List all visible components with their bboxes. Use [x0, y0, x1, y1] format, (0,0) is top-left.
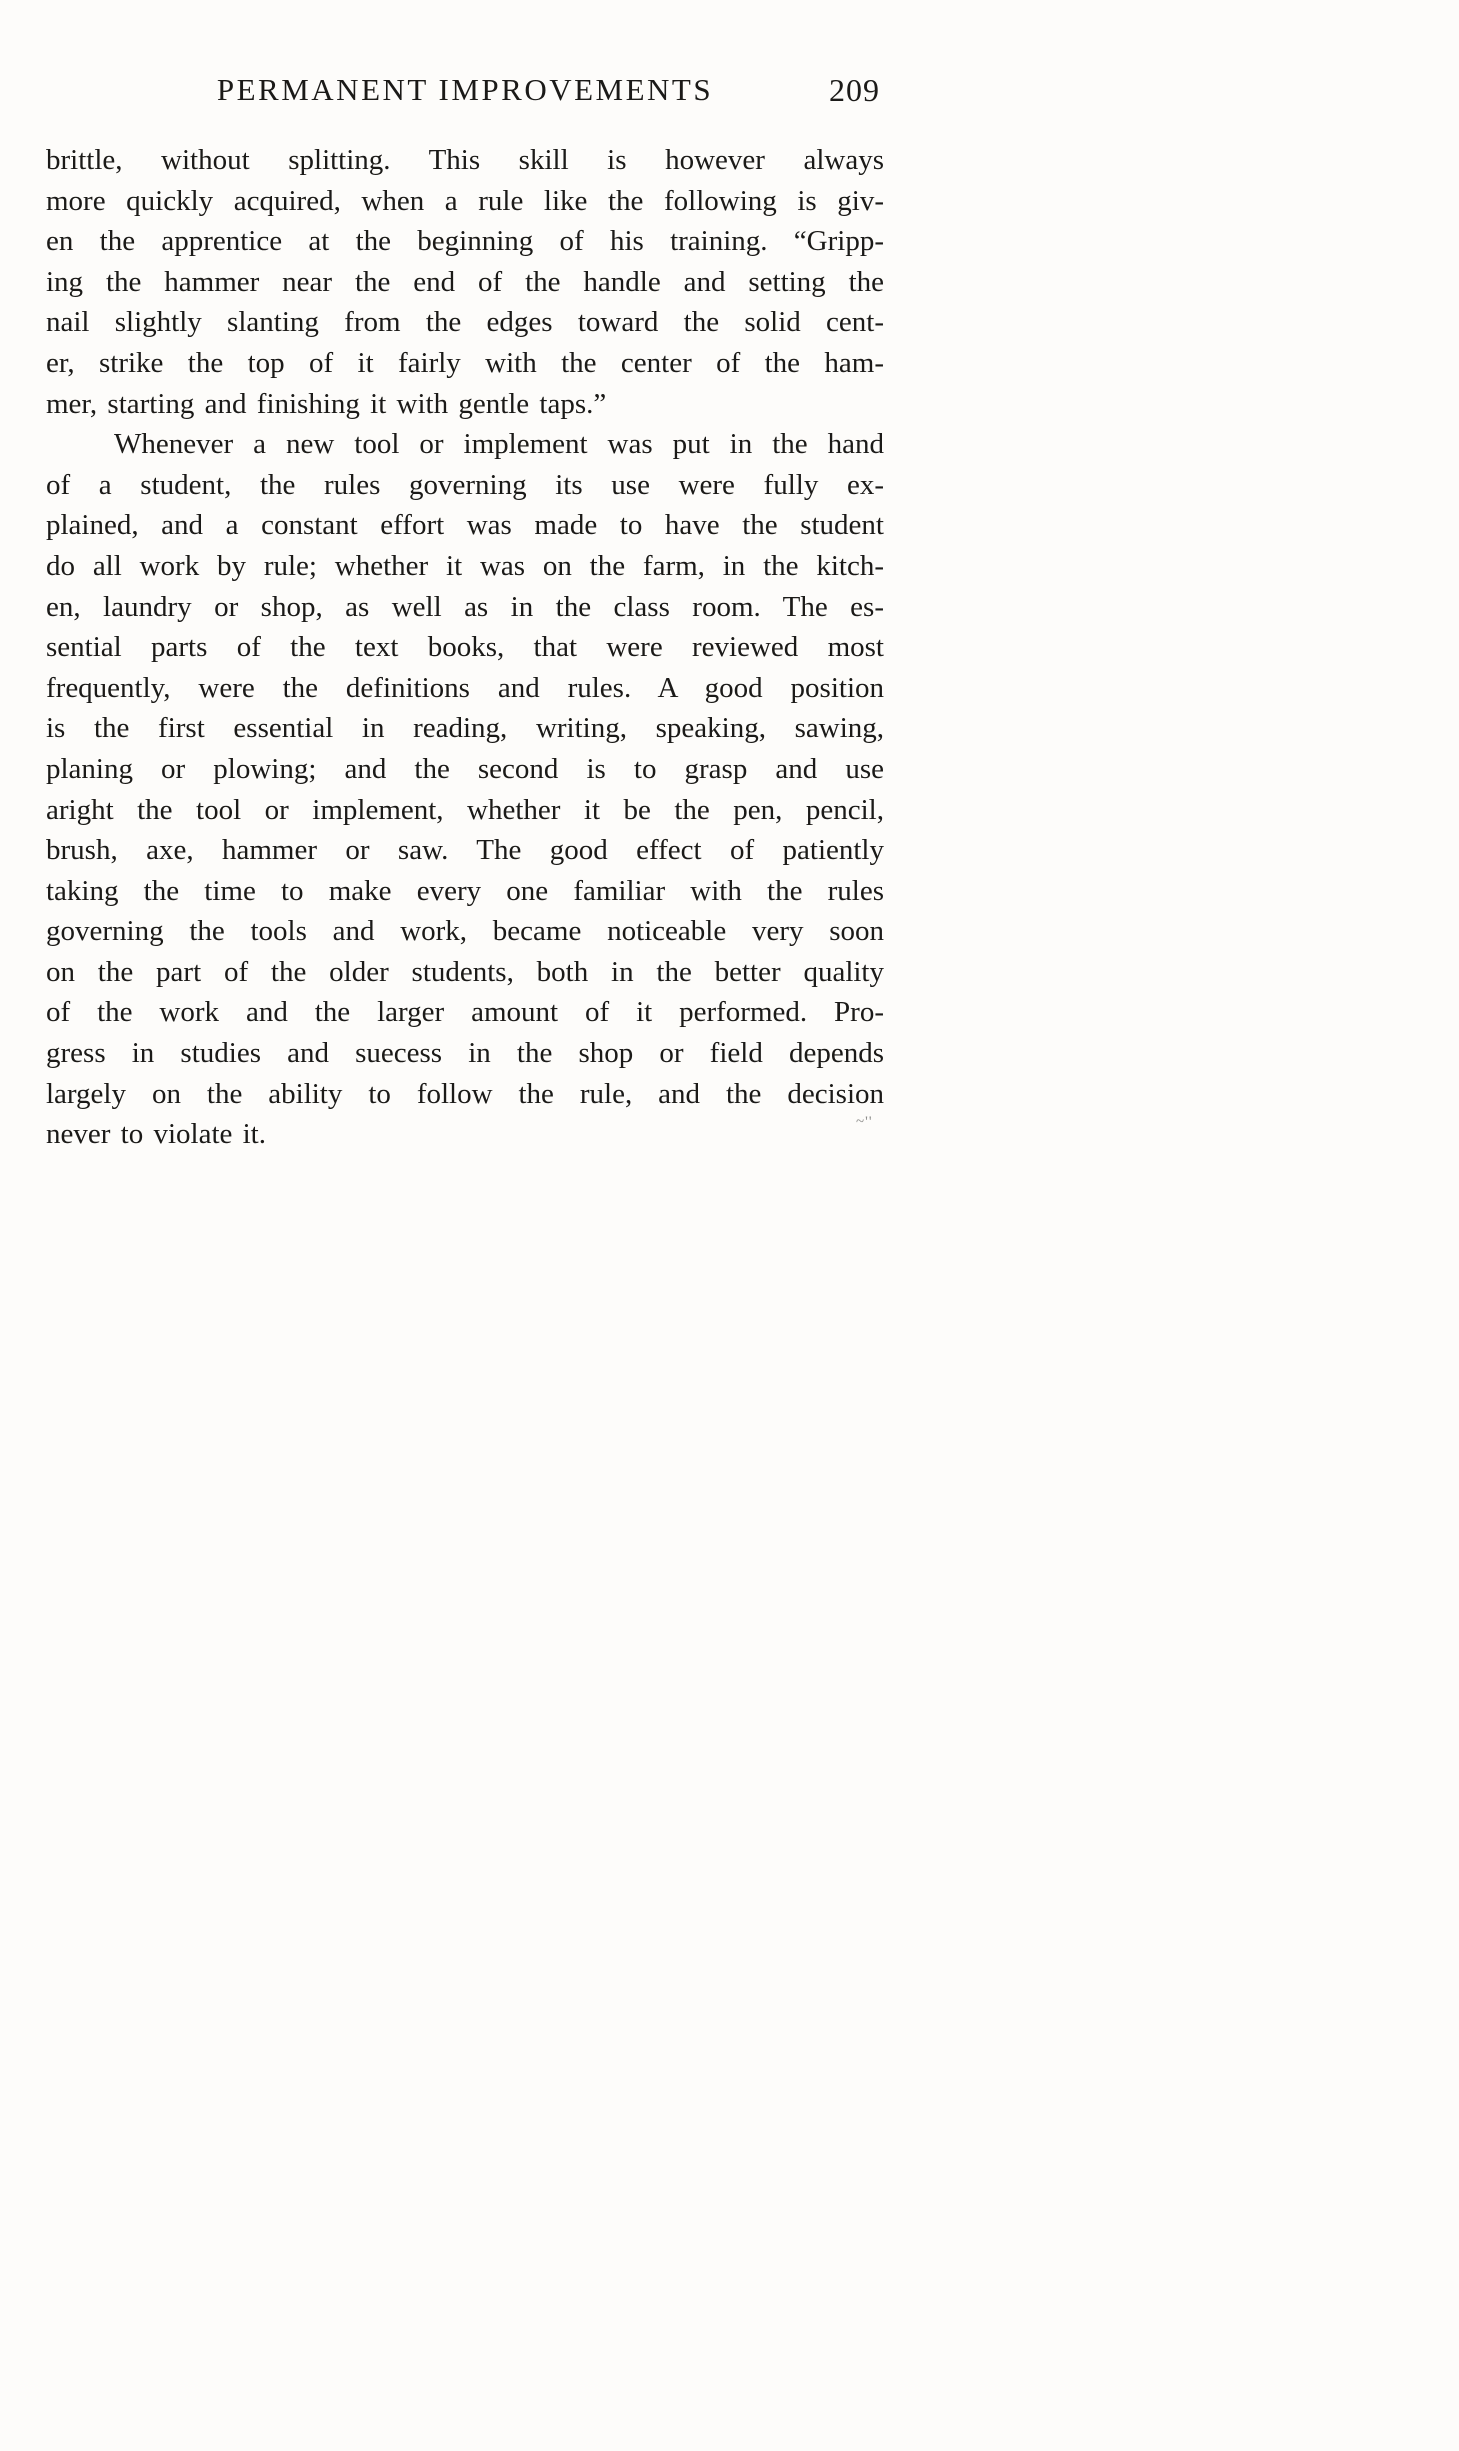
page-header [46, 72, 884, 116]
text-line: never to violate it. [46, 1118, 266, 1151]
running-head-title: PERMANENT IMPROVEMENTS [216, 72, 714, 107]
text-line: on the part of the older students, both in the better quality [46, 955, 884, 988]
text-line: en the apprentice at the beginning of his training. “Gripp- [46, 225, 884, 258]
text-line: frequently, were the definitions and rules. A good position [46, 671, 884, 704]
text-line: gress in studies and suecess in the shop or field depends [46, 1037, 884, 1070]
text-line: taking the time to make every one familiar with the rules [46, 874, 884, 907]
text-line: of the work and the larger amount of it performed. Pro- [46, 996, 884, 1029]
text-line: governing the tools and work, became noticeable very soon [46, 915, 884, 948]
text-line: planing or plowing; and the second is to grasp and use [46, 752, 884, 785]
text-line: en, laundry or shop, as well as in the class room. The es- [46, 590, 884, 623]
paragraph [46, 140, 884, 424]
page-number: 209 [829, 72, 880, 108]
text-line: nail slightly slanting from the edges toward the solid cent- [46, 306, 884, 339]
page-body [46, 140, 884, 1155]
text-line: ing the hammer near the end of the handle and setting the [46, 265, 884, 298]
text-line: sential parts of the text books, that were reviewed most [46, 631, 884, 664]
text-line: aright the tool or implement, whether it be the pen, pencil, [46, 793, 884, 826]
text-line: do all work by rule; whether it was on the farm, in the kitch- [46, 549, 884, 582]
text-line: Whenever a new tool or implement was put in the hand [114, 428, 884, 461]
text-line: is the first essential in reading, writing, speaking, sawing, [46, 712, 884, 745]
paragraph [46, 424, 884, 1155]
text-line: more quickly acquired, when a rule like the following is giv- [46, 184, 884, 217]
text-line: er, strike the top of it fairly with the center of the ham- [46, 346, 884, 379]
text-line: brush, axe, hammer or saw. The good effect of patiently [46, 834, 884, 867]
text-line: plained, and a constant effort was made to have the student [46, 509, 884, 542]
text-line: mer, starting and finishing it with gentle taps.” [46, 387, 607, 420]
text-line: of a student, the rules governing its use were fully ex- [46, 468, 884, 501]
text-line: brittle, without splitting. This skill is however always [46, 144, 884, 176]
print-artifact: ~'' [856, 1114, 873, 1130]
text-line: largely on the ability to follow the rule, and the decision [46, 1077, 884, 1110]
